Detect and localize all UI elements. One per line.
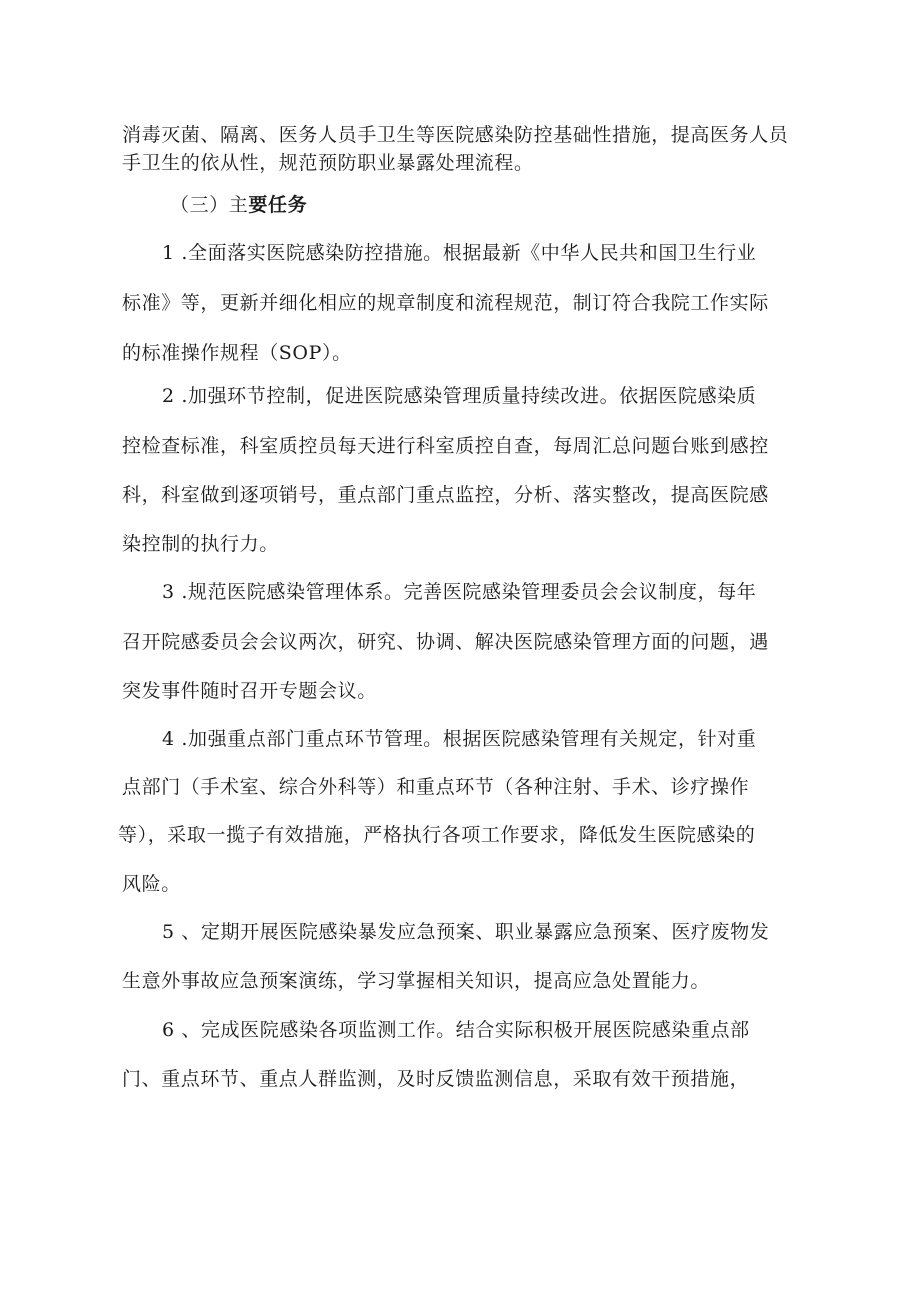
item-3-line-3: 突发事件随时召开专题会议。	[122, 680, 377, 702]
item-4-line-2: 点部门（手术室、综合外科等）和重点环节（各种注射、手术、诊疗操作	[122, 776, 750, 798]
intro-line-1: 消毒灭菌、隔离、医务人员手卫生等医院感染防控基础性措施，提高医务人员	[122, 124, 789, 146]
item-1-line-3: 的标准操作规程（SOP）。	[122, 342, 352, 364]
item-4-line-4: 风险。	[122, 873, 181, 895]
item-3-line-1: 3 .规范医院感染管理体系。完善医院感染管理委员会会议制度，每年	[162, 581, 757, 603]
item-3-line-2: 召开院感委员会会议两次，研究、协调、解决医院感染管理方面的问题，遇	[122, 631, 769, 653]
item-2-line-1: 2 .加强环节控制，促进医院感染管理质量持续改进。依据医院感染质	[162, 385, 757, 407]
item-2-line-3: 科，科室做到逐项销号，重点部门重点监控，分析、落实整改，提高医院感	[122, 484, 769, 506]
section-heading-bold: 要任务	[248, 194, 308, 216]
item-1-line-1: 1 .全面落实医院感染防控措施。根据最新《中华人民共和国卫生行业	[162, 242, 757, 264]
section-heading-prefix: （三）主	[170, 194, 249, 216]
item-1-line-2: 标准》等，更新并细化相应的规章制度和流程规范，制订符合我院工作实际	[122, 292, 769, 314]
item-6-line-1: 6 、完成医院感染各项监测工作。结合实际积极开展医院感染重点部	[162, 1019, 750, 1041]
item-4-line-3: 等），采取一揽子有效措施，严格执行各项工作要求，降低发生医院感染的	[118, 824, 756, 846]
item-2-line-2: 控检查标准，科室质控员每天进行科室质控自查，每周汇总问题台账到感控	[122, 435, 769, 457]
item-4-line-1: 4 .加强重点部门重点环节管理。根据医院感染管理有关规定，针对重	[162, 728, 757, 750]
item-5-line-1: 5 、定期开展医院感染暴发应急预案、职业暴露应急预案、医疗废物发	[162, 921, 770, 943]
section-heading	[170, 193, 307, 217]
item-6-line-2: 门、重点环节、重点人群监测，及时反馈监测信息，采取有效干预措施，	[122, 1068, 750, 1090]
intro-line-2: 手卫生的依从性，规范预防职业暴露处理流程。	[122, 152, 534, 174]
item-5-line-2: 生意外事故应急预案演练，学习掌握相关知识，提高应急处置能力。	[122, 970, 711, 992]
item-2-line-4: 染控制的执行力。	[122, 533, 279, 555]
